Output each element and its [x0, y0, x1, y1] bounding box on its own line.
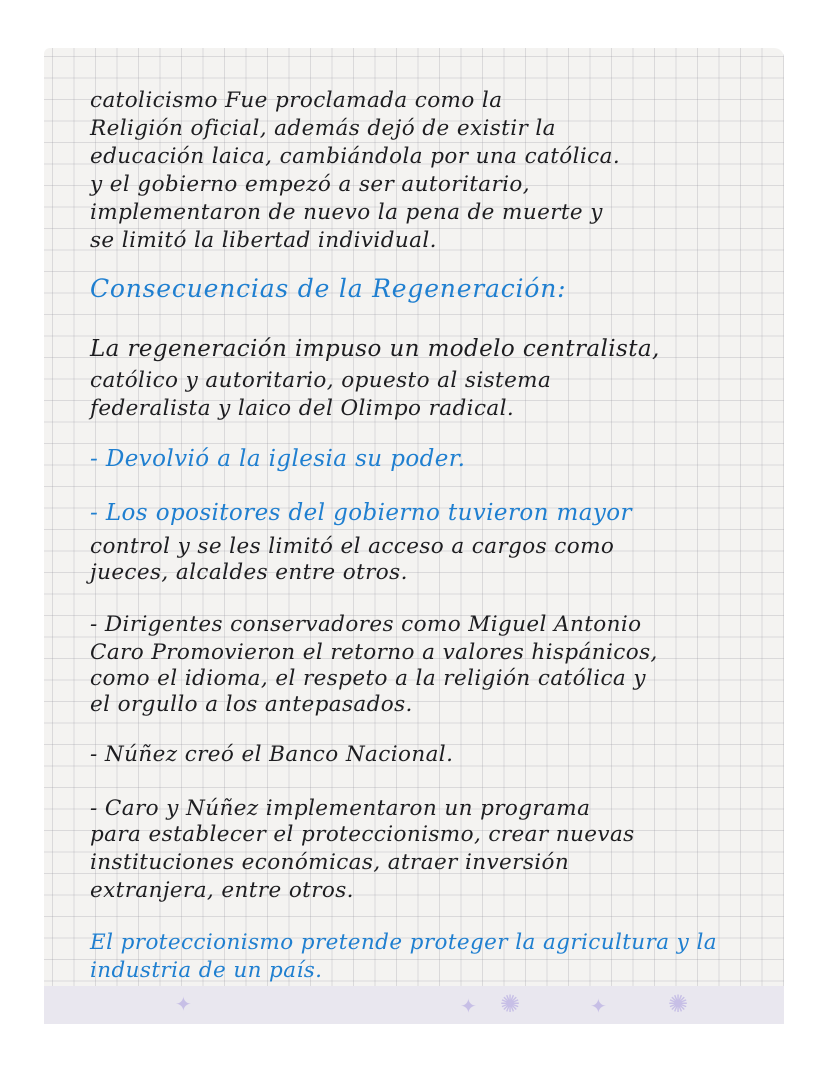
- bullet-item: - Los opositores del gobierno tuvieron mayor: [90, 500, 632, 526]
- note-line: el orgullo a los antepasados.: [90, 692, 413, 717]
- note-line: jueces, alcaldes entre otros.: [90, 560, 408, 585]
- sparkle-icon: ✺: [500, 990, 521, 1018]
- sparkle-icon: ✦: [590, 994, 607, 1018]
- sparkle-icon: ✺: [668, 990, 689, 1018]
- note-line: industria de un país.: [90, 958, 323, 983]
- bullet-item: - Dirigentes conservadores como Miguel Antonio: [90, 612, 642, 637]
- bullet-item: - Caro y Núñez implementaron un programa: [90, 796, 591, 821]
- note-line: como el idioma, el respeto a la religión católica y: [90, 666, 646, 691]
- note-line: se limitó la libertad individual.: [90, 228, 437, 253]
- note-line: control y se les limitó el acceso a cargos como: [90, 534, 615, 559]
- note-line: La regeneración impuso un modelo centralista,: [90, 336, 660, 362]
- bullet-item: - Núñez creó el Banco Nacional.: [90, 742, 454, 767]
- note-line: implementaron de nuevo la pena de muerte y: [90, 200, 603, 225]
- note-line: católico y autoritario, opuesto al sistema: [90, 368, 552, 393]
- sparkle-icon: ✦: [460, 994, 477, 1018]
- note-line: Caro Promovieron el retorno a valores hispánicos,: [90, 640, 658, 665]
- note-line: federalista y laico del Olimpo radical.: [90, 396, 515, 421]
- note-line: y el gobierno empezó a ser autoritario,: [90, 172, 531, 197]
- note-line: para establecer el proteccionismo, crear nuevas: [90, 822, 635, 847]
- note-line: educación laica, cambiándola por una católica.: [90, 144, 621, 169]
- section-heading: Consecuencias de la Regeneración:: [90, 274, 567, 303]
- note-line: Religión oficial, además dejó de existir la: [90, 116, 556, 141]
- note-line: catolicismo Fue proclamada como la: [90, 88, 503, 113]
- note-line: El proteccionismo pretende proteger la agricultura y la: [90, 930, 717, 955]
- note-line: extranjera, entre otros.: [90, 878, 354, 903]
- bullet-item: - Devolvió a la iglesia su poder.: [90, 446, 466, 472]
- note-line: instituciones económicas, atraer inversión: [90, 850, 570, 875]
- sparkle-icon: ✦: [175, 992, 192, 1016]
